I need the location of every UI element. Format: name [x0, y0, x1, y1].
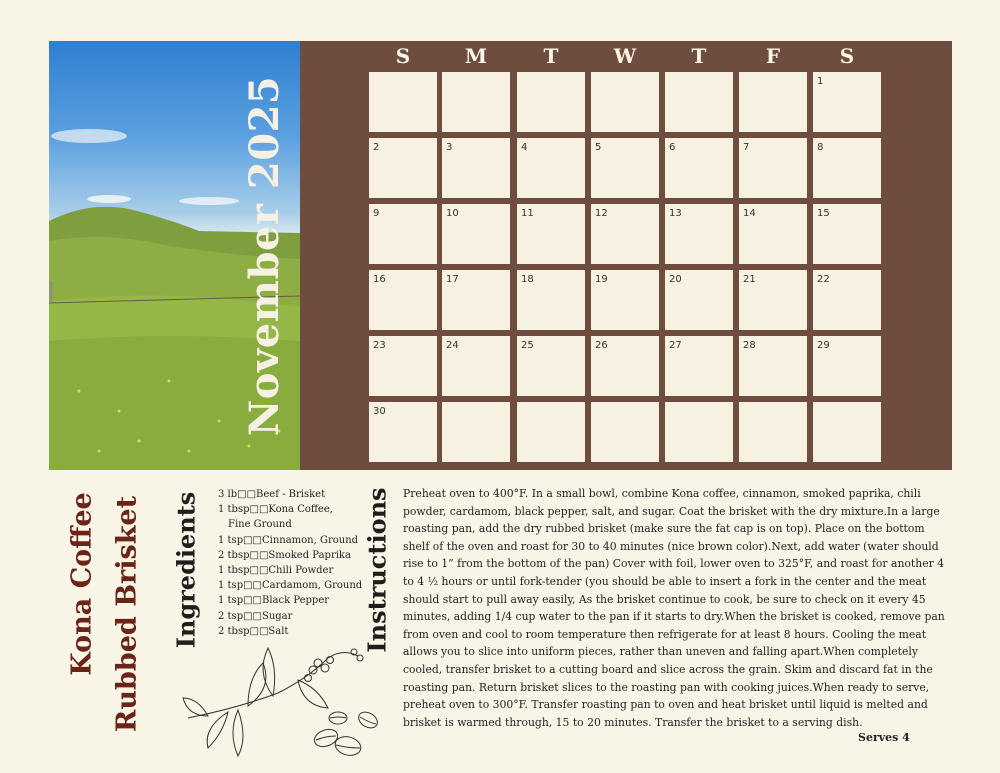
day-cell — [739, 402, 807, 462]
day-number: 11 — [521, 208, 534, 219]
ingredient-item: 1 tsp□□Cinnamon, Ground — [218, 534, 359, 546]
day-cell — [813, 336, 881, 396]
day-cell — [591, 336, 659, 396]
coffee-plant-sketch-icon — [178, 638, 388, 763]
day-number: 10 — [446, 208, 459, 219]
day-cell — [739, 204, 807, 264]
day-number: 14 — [743, 208, 756, 219]
day-number: 16 — [373, 274, 386, 285]
day-cell — [813, 138, 881, 198]
day-number: 5 — [595, 142, 602, 153]
day-cell — [369, 204, 437, 264]
day-cell — [517, 138, 585, 198]
calendar-grid — [300, 41, 952, 470]
day-number: 30 — [373, 406, 386, 417]
day-cell — [665, 402, 733, 462]
instructions-text: Preheat oven to 400°F. In a small bowl, combine Kona coffee, cinnamon, smoked paprika, chili powder, cardamom, black pepper, salt, and sugar. Coat the brisket with the dry mixture.In a large roasting pan, add the dry rubbed brisket (make sure the fat cap is on top). Place on the bottom shelf of the oven and roast for 30 to 40 minutes (nice brown color).Next, add water (water should rise to 1” from the bottom of the pan) Cover with foil, lower oven to 325°F, and roast for another 4 to 4 ½ hours or until fork-tender (you should be able to insert a fork in the center and the meat should start to pull away easily, As the brisket continue to cook, be sure to check on it every 45 minutes, adding 1/4 cup water to the pan if it starts to dry.When the brisket is cooked, remove pan from oven and cool to room temperature then refrigerate for at least 8 hours. Cooling the meat allows you to slice into uniform pieces, rather than uneven and falling apart.When completely cooled, transfer brisket to a cutting board and slice across the grain. Skim and discard fat in the roasting pan. Return brisket slices to the roasting pan with cooking juices.When ready to serve, preheat oven to 300°F. Transfer roasting pan to oven and heat brisket until liquid is melted and brisket is warmed through, 15 to 20 minutes. Transfer the brisket to a serving dish. — [403, 487, 945, 729]
day-number: 25 — [521, 340, 534, 351]
recipe-title-line1: Kona Coffee — [66, 492, 98, 676]
day-cell — [739, 270, 807, 330]
day-cell — [591, 270, 659, 330]
day-number: 27 — [669, 340, 682, 351]
day-cell — [591, 72, 659, 132]
instructions-heading: Instructions — [362, 487, 392, 653]
day-number: 19 — [595, 274, 608, 285]
day-cell — [369, 402, 437, 462]
day-cell — [665, 72, 733, 132]
weekday-header: T — [543, 44, 559, 68]
day-cell — [369, 270, 437, 330]
day-cell — [813, 72, 881, 132]
ingredients-heading: Ingredients — [171, 491, 201, 649]
day-number: 20 — [669, 274, 682, 285]
day-cell — [442, 204, 510, 264]
ingredient-item: 1 tbsp□□Kona Coffee, — [218, 504, 333, 516]
weekday-header: S — [839, 44, 855, 68]
day-cell — [517, 402, 585, 462]
day-number: 15 — [817, 208, 830, 219]
day-cell — [739, 336, 807, 396]
ingredient-item: Fine Ground — [228, 519, 292, 531]
day-cell — [813, 270, 881, 330]
day-number: 22 — [817, 274, 830, 285]
day-number: 1 — [817, 76, 824, 87]
day-cell — [665, 204, 733, 264]
day-cell — [369, 336, 437, 396]
day-cell — [665, 270, 733, 330]
serves-count: Serves 4 — [858, 731, 910, 744]
day-cell — [665, 138, 733, 198]
month-title: November 2025 — [241, 75, 288, 437]
weekday-header: M — [464, 44, 488, 68]
ingredient-item: 3 lb□□Beef - Brisket — [218, 489, 326, 500]
day-number: 18 — [521, 274, 534, 285]
weekday-header: W — [613, 44, 637, 68]
day-cell — [442, 402, 510, 462]
ingredient-item: 1 tsp□□Cardamom, Ground — [218, 580, 363, 592]
day-cell — [442, 138, 510, 198]
day-number: 3 — [446, 142, 453, 153]
day-cell — [739, 72, 807, 132]
day-cell — [517, 72, 585, 132]
day-cell — [813, 402, 881, 462]
day-number: 26 — [595, 340, 608, 351]
day-number: 23 — [373, 340, 386, 351]
day-cell — [739, 138, 807, 198]
day-number: 13 — [669, 208, 682, 219]
day-cell — [591, 138, 659, 198]
day-number: 12 — [595, 208, 608, 219]
ingredients-list — [218, 487, 368, 639]
day-cell — [517, 270, 585, 330]
day-cell — [665, 336, 733, 396]
ingredient-item: 2 tsp□□Sugar — [218, 610, 293, 622]
weekday-header: F — [765, 44, 781, 68]
day-number: 2 — [373, 142, 380, 153]
day-cell — [517, 336, 585, 396]
day-number: 6 — [669, 142, 676, 153]
day-number: 9 — [373, 208, 380, 219]
ingredient-item: 2 tbsp□□Smoked Paprika — [218, 549, 351, 561]
ingredient-item: 1 tbsp□□Chili Powder — [218, 565, 334, 577]
weekday-header: S — [395, 44, 411, 68]
day-number: 29 — [817, 340, 830, 351]
day-number: 24 — [446, 340, 459, 351]
day-cell — [591, 204, 659, 264]
day-number: 17 — [446, 274, 459, 285]
day-cell — [442, 336, 510, 396]
day-cell — [369, 72, 437, 132]
ingredient-item: 2 tbsp□□Salt — [218, 625, 289, 637]
day-cell — [369, 138, 437, 198]
day-cell — [591, 402, 659, 462]
day-number: 8 — [817, 142, 824, 153]
day-number: 7 — [743, 142, 750, 153]
day-cell — [442, 72, 510, 132]
day-cell — [813, 204, 881, 264]
ingredient-item: 1 tsp□□Black Pepper — [218, 595, 330, 607]
day-number: 4 — [521, 142, 528, 153]
day-number: 21 — [743, 274, 756, 285]
day-number: 28 — [743, 340, 756, 351]
day-cell — [517, 204, 585, 264]
recipe-title-line2: Rubbed Brisket — [111, 495, 143, 733]
day-cell — [442, 270, 510, 330]
weekday-header: T — [691, 44, 707, 68]
